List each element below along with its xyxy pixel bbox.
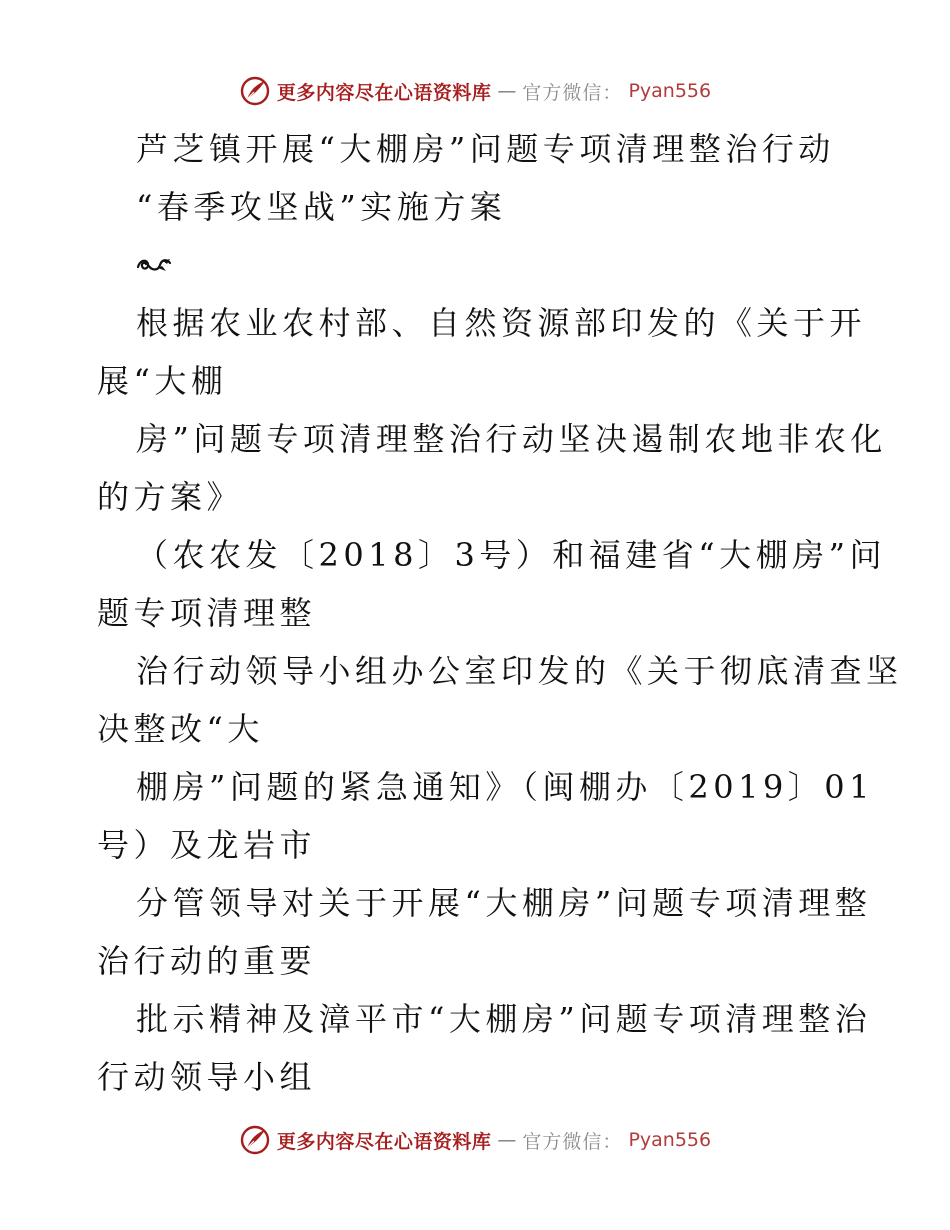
watermark-wechat-label: 官方微信： [522, 1130, 623, 1153]
watermark-brand: 更多内容尽在心语资料库 [276, 1130, 492, 1153]
watermark-separator: — [497, 1129, 517, 1151]
body-line: 展“大棚 [97, 362, 228, 400]
feather-pen-logo-icon [239, 75, 271, 107]
body-line: 的方案》 [97, 478, 244, 516]
body-line: 根据农业农村部、自然资源部印发的《关于开 [136, 304, 867, 342]
body-line: 决整改“大 [97, 710, 264, 748]
body-line: 治行动领导小组办公室印发的《关于彻底清查坚 [136, 652, 903, 690]
body-line: 棚房”问题的紧急通知》（闽棚办〔2019〕01 [136, 768, 875, 806]
body-line: （农农发〔2018〕3号）和福建省“大棚房”问 [136, 536, 887, 574]
watermark-brand: 更多内容尽在心语资料库 [276, 81, 492, 104]
document-title-line-2: “春季攻坚战”实施方案 [136, 188, 507, 226]
footer-watermark [0, 1120, 950, 1160]
body-line: 行动领导小组 [97, 1058, 317, 1096]
document-title-line-1: 芦芝镇开展“大棚房”问题专项清理整治行动 [136, 130, 835, 168]
ornament-row [97, 236, 857, 294]
watermark-wechat-id: Pyan556 [628, 80, 712, 102]
feather-pen-logo-icon [239, 1124, 271, 1156]
watermark-wechat-label: 官方微信： [522, 81, 623, 104]
body-line: 分管领导对关于开展“大棚房”问题专项清理整 [136, 884, 872, 922]
header-watermark [0, 71, 950, 111]
body-line: 题专项清理整 [97, 594, 317, 632]
watermark-wechat-id: Pyan556 [628, 1129, 712, 1151]
body-line: 房”问题专项清理整治行动坚决遏制农地非农化 [136, 420, 887, 458]
body-line: 批示精神及漳平市“大棚房”问题专项清理整治 [136, 1000, 872, 1038]
document-body [97, 120, 903, 1106]
swirl-ornament-icon [136, 253, 172, 277]
body-line: 号）及龙岩市 [97, 826, 317, 864]
watermark-separator: — [497, 80, 517, 102]
body-line: 治行动的重要 [97, 942, 317, 980]
